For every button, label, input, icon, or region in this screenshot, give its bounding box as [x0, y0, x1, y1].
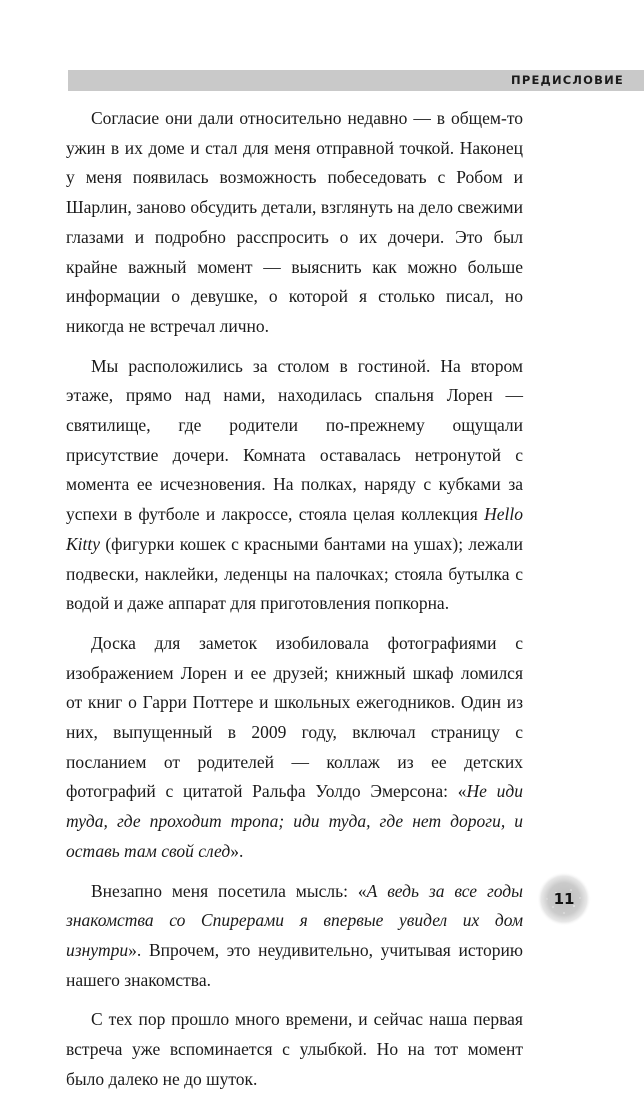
page-number-badge: [536, 871, 592, 927]
paragraph-4: [66, 877, 523, 996]
paragraph-1: Согласие они дали относительно недавно — в общем-то ужин в их доме и стал для меня отправной точкой. Наконец у меня появилась возможность побеседовать с Робом и Шарлин, заново обсудить детали, взглянуть на дело свежими глазами и подробно расспросить о их дочери. Это был крайне важный момент — выяснить как можно больше информации о девушке, о которой я столько писал, но никогда не встречал лично.: [66, 108, 523, 336]
paragraph-5: С тех пор прошло много времени, и сейчас наша первая встреча уже вспоминается с улыбкой. Но на тот момент было далеко не до шуток.: [66, 1009, 523, 1089]
running-header-bar: [68, 70, 644, 91]
paragraph-4-text-b: ». Впрочем, это неудивительно, учитывая историю нашего знакомства.: [66, 939, 523, 990]
paragraph-2-text-a: Мы расположились за столом в гостиной. На втором этаже, прямо над нами, находилась спальня Лорен — святилище, где родители по-прежнему ощущали присутствие дочери. Комната оставалась нетронутой с момента ее исчезновения. На полках, наряду с кубками за успехи в футболе и лакроссе, стояла целая коллекция: [66, 355, 523, 525]
running-header-title: ПРЕДИСЛОВИЕ: [511, 73, 624, 87]
paragraph-3-quote: Не иди туда, где проходит тропа; иди туда, где нет дороги, и оставь там свой след: [66, 781, 523, 861]
paragraph-2-italic: Hello Kitty: [66, 504, 523, 554]
paragraph-2-text-b: (фигурки кошек с красными бантами на ушах); лежали подвески, наклейки, леденцы на палочках; стояла бутылка с водой и даже аппарат для приготовления попкорна.: [66, 533, 523, 614]
page-number: 11: [553, 890, 575, 908]
paragraph-4-text-a: Внезапно меня посетила мысль: «: [91, 880, 367, 901]
paragraph-3-text-b: ».: [230, 840, 244, 861]
paragraph-4-thought: А ведь за все годы знакомства со Спирерами я впервые увидел их дом изнутри: [66, 880, 523, 960]
paragraph-3: [66, 629, 523, 867]
paragraph-2: [66, 352, 523, 619]
paragraph-3-text-a: Доска для заметок изобиловала фотографиями с изображением Лорен и ее друзей; книжный шкаф ломился от книг о Гарри Поттере и школьных ежегодников. Один из них, выпущенный в 2009 году, включал страницу с посланием от родителей — коллаж из ее детских фотографий с цитатой Ральфа Уолдо Эмерсона: «: [66, 632, 523, 802]
page-text: [66, 104, 523, 1095]
